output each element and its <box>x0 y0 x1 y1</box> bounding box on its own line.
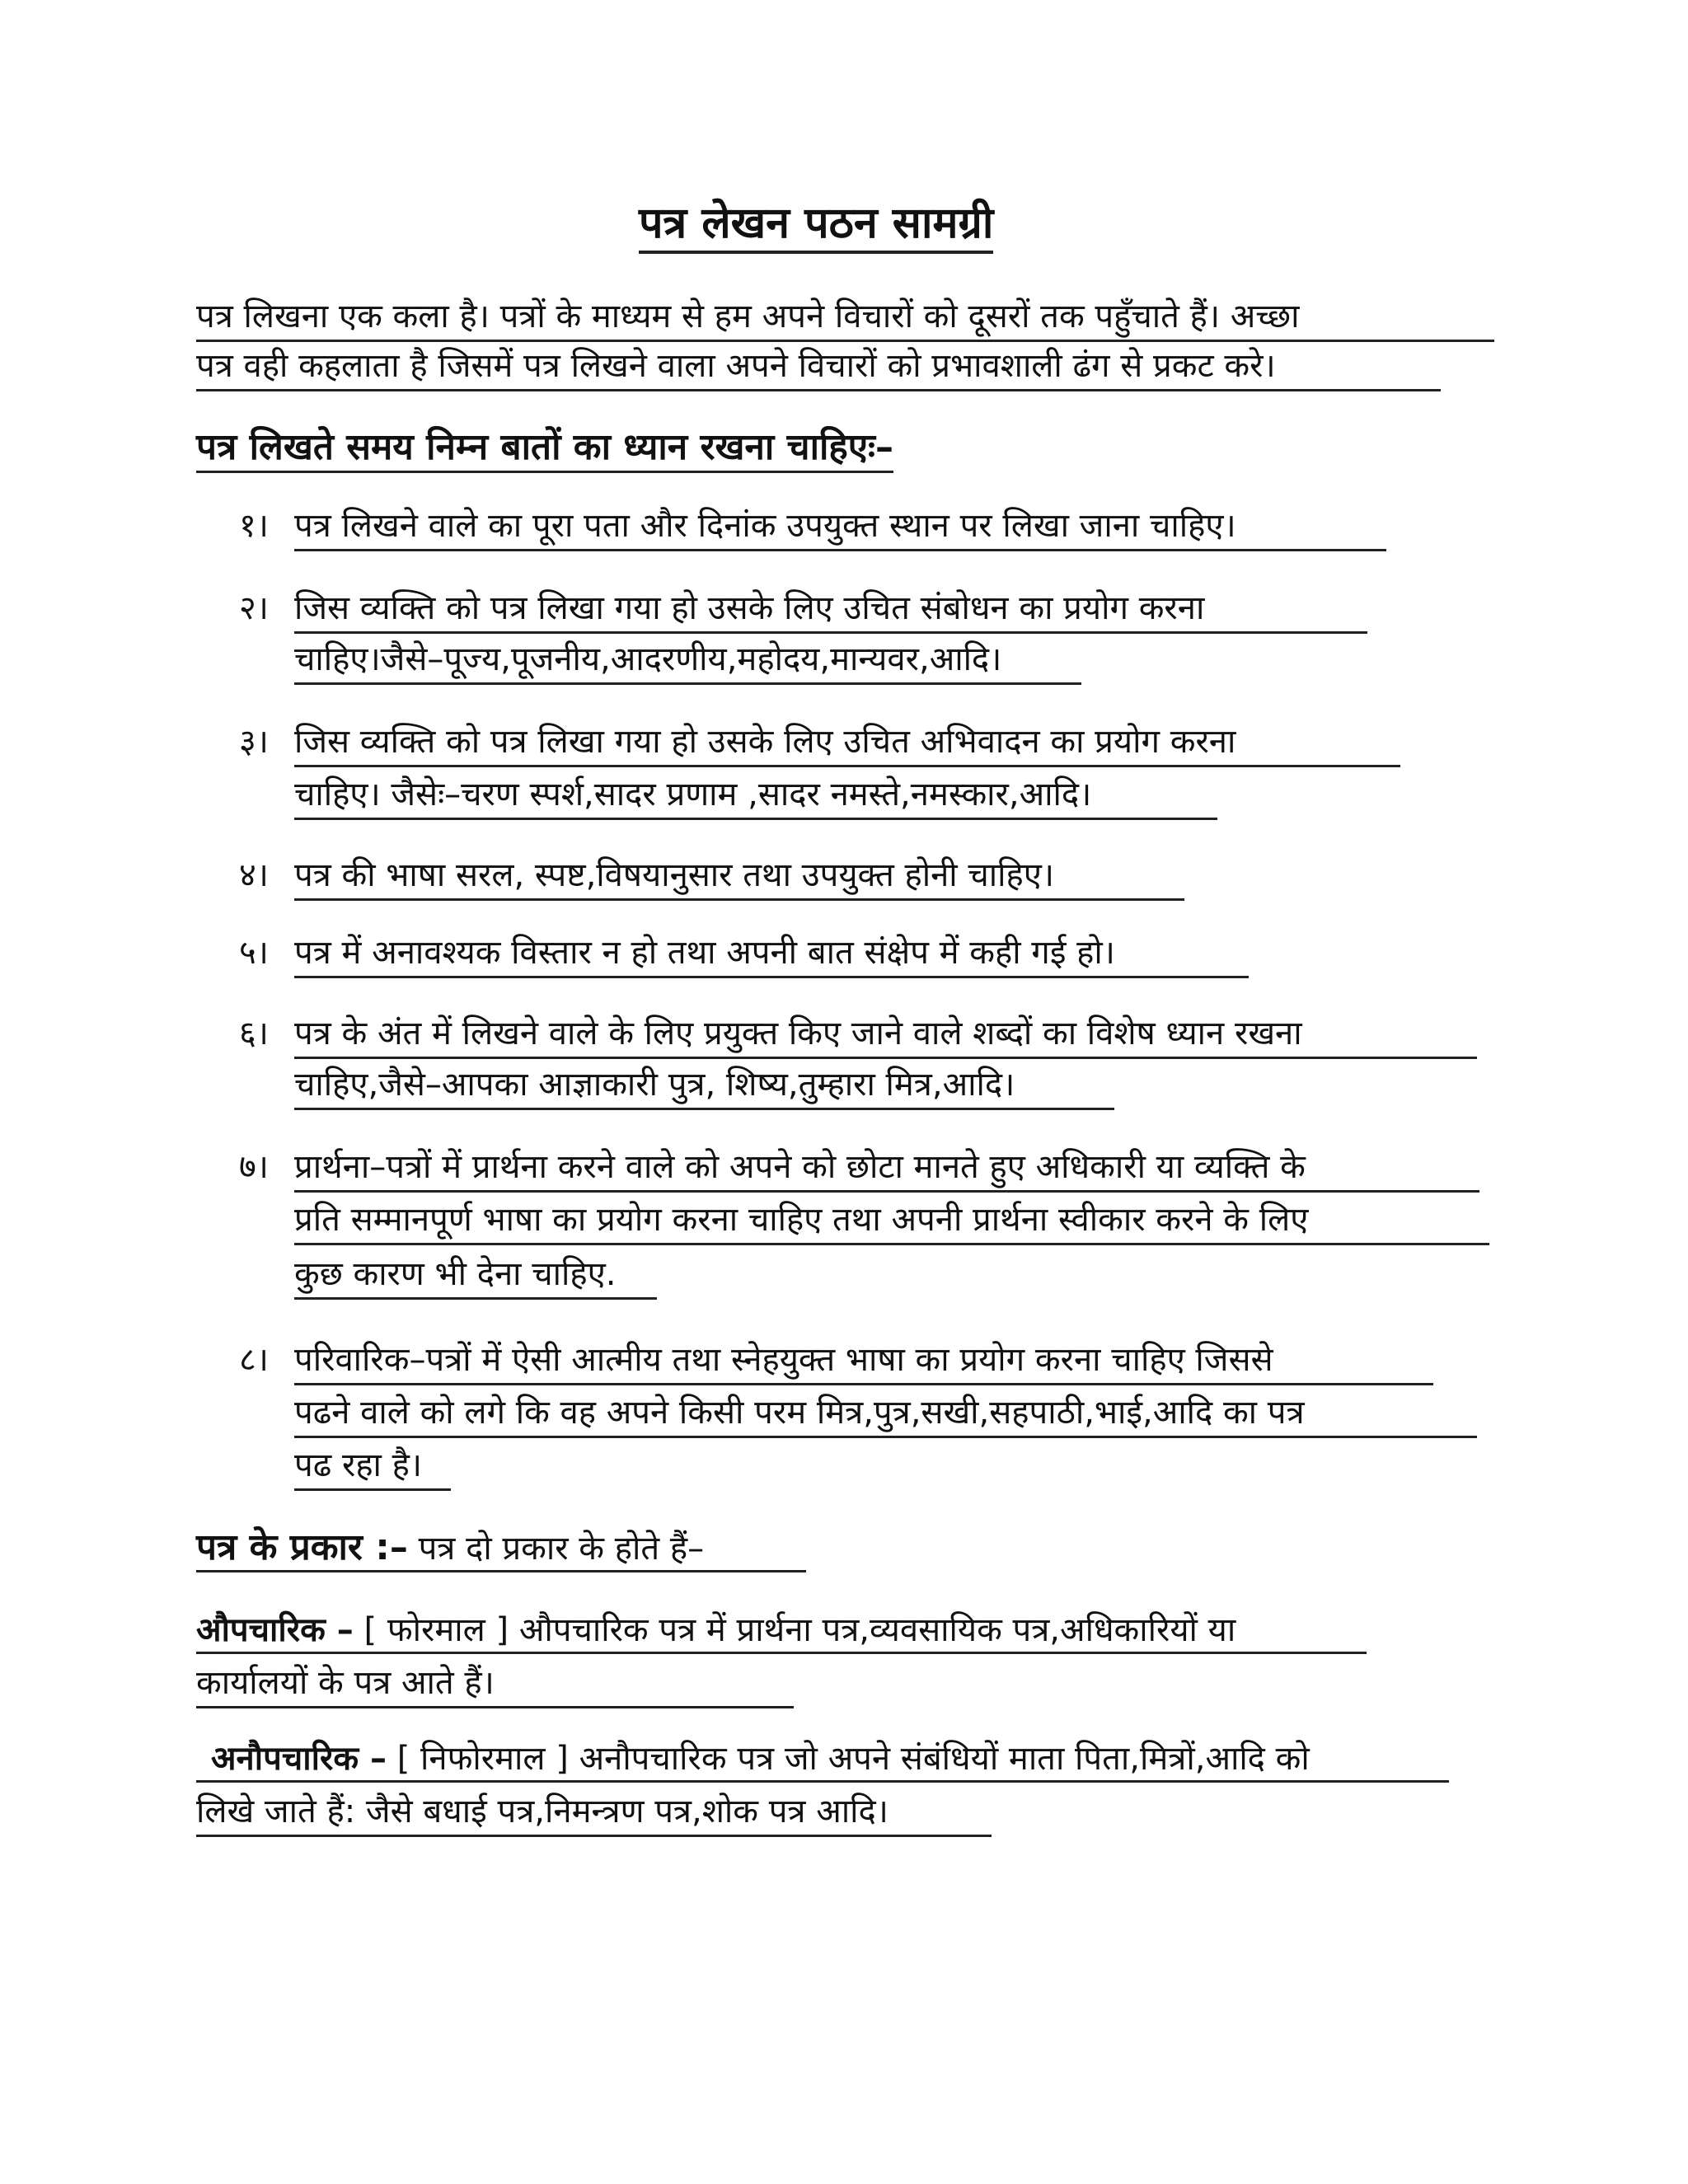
point-line: चाहिए। जैसेः–चरण स्पर्श,सादर प्रणाम ,सादर नमस्ते,नमस्कार,आदि। <box>294 773 1217 820</box>
point-line: चाहिए,जैसे–आपका आज्ञाकारी पुत्र, शिष्य,तुम्हारा मित्र,आदि। <box>294 1063 1114 1110</box>
point-line: पत्र के अंत में लिखने वाले के लिए प्रयुक्त किए जाने वाले शब्दों का विशेष ध्यान रखना <box>294 1012 1477 1059</box>
point-number: ६। <box>239 1015 269 1052</box>
point-line: चाहिए।जैसे–पूज्य,पूजनीय,आदरणीय,महोदय,मान्यवर,आदि। <box>294 638 1081 685</box>
point-number: २। <box>239 589 269 627</box>
informal-line-2: लिखे जाते हैं: जैसे बधाई पत्र,निमन्त्रण पत्र,शोक पत्र आदि। <box>196 1790 992 1837</box>
point-number: ५। <box>239 934 269 972</box>
formal-line-2: कार्यालयों के पत्र आते हैं। <box>196 1661 794 1708</box>
point-line: कुछ कारण भी देना चाहिए. <box>294 1253 657 1300</box>
point-line: जिस व्यक्ति को पत्र लिखा गया हो उसके लिए उचित अभिवादन का प्रयोग करना <box>294 720 1400 767</box>
point-number: ८। <box>239 1341 269 1379</box>
point-number: ३। <box>239 723 269 761</box>
informal-label: अनौपचारिक – <box>211 1740 387 1778</box>
point-number: ४। <box>239 856 269 894</box>
point-line: प्रति सम्मानपूर्ण भाषा का प्रयोग करना चाहिए तथा अपनी प्रार्थना स्वीकार करने के लिए <box>294 1198 1489 1245</box>
page-title: पत्र लेखन पठन सामग्री <box>639 196 993 254</box>
intro-line-2: पत्र वही कहलाता है जिसमें पत्र लिखने वाला अपने विचारों को प्रभावशाली ढंग से प्रकट करे। <box>196 344 1441 391</box>
point-line: पढ रहा है। <box>294 1444 451 1491</box>
formal-label: औपचारिक – <box>196 1611 354 1649</box>
point-number: १। <box>239 507 269 545</box>
point-line: जिस व्यक्ति को पत्र लिखा गया हो उसके लिए उचित संबोधन का प्रयोग करना <box>294 587 1367 634</box>
point-line: पढने वाले को लगे कि वह अपने किसी परम मित्र,पुत्र,सखी,सहपाठी,भाई,आदि का पत्र <box>294 1391 1477 1438</box>
types-text: पत्र दो प्रकार के होते हैं– <box>418 1530 705 1568</box>
point-line: पत्र की भाषा सरल, स्पष्ट,विषयानुसार तथा उपयुक्त होनी चाहिए। <box>294 854 1184 901</box>
formal-line-1 <box>196 1609 1367 1654</box>
point-line: प्रार्थना–पत्रों में प्रार्थना करने वाले को अपने को छोटा मानते हुए अधिकारी या व्यक्ति के <box>294 1146 1479 1193</box>
intro-line-1: पत्र लिखना एक कला है। पत्रों के माध्यम से हम अपने विचारों को दूसरों तक पहुँचाते हैं। अच्छा <box>196 295 1494 342</box>
informal-text-1: [ निफोरमाल ] अनौपचारिक पत्र जो अपने संबंधियों माता पिता,मित्रों,आदि को <box>396 1740 1310 1778</box>
point-line: परिवारिक–पत्रों में ऐसी आत्मीय तथा स्नेहयुक्त भाषा का प्रयोग करना चाहिए जिससे <box>294 1338 1433 1385</box>
types-line <box>196 1526 806 1572</box>
point-line: पत्र लिखने वाले का पूरा पता और दिनांक उपयुक्त स्थान पर लिखा जाना चाहिए। <box>294 504 1386 551</box>
points-heading: पत्र लिखते समय निम्न बातों का ध्यान रखना चाहिएः– <box>196 424 893 473</box>
types-label: पत्र के प्रकार :– <box>196 1526 408 1568</box>
informal-line-1 <box>196 1737 1449 1783</box>
formal-text-1: [ फोरमाल ] औपचारिक पत्र में प्रार्थना पत्र,व्यवसायिक पत्र,अधिकारियों या <box>363 1611 1236 1649</box>
point-number: ७। <box>239 1148 269 1186</box>
point-line: पत्र में अनावश्यक विस्तार न हो तथा अपनी बात संक्षेप में कही गई हो। <box>294 931 1249 978</box>
